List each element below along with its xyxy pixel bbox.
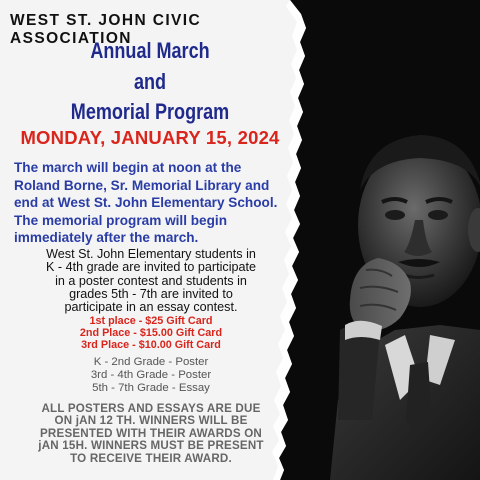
prize-third: 3rd Place - $10.00 Gift Card (81, 339, 221, 352)
deadline-line: TO RECEIVE THEIR AWARD. (70, 451, 232, 465)
title-line-3: Memorial Program (70, 99, 230, 124)
grade-line: 5th - 7th Grade - Essay (92, 382, 210, 395)
grade-line: K - 2nd Grade - Poster (93, 356, 209, 368)
event-description (14, 159, 304, 247)
deadline-line: PRESENTED WITH THEIR AWARDS ON (40, 426, 262, 440)
title-line-1: Annual March (90, 38, 210, 63)
contest-line: grades 5th - 7th are invited to (69, 286, 233, 301)
deadline-notice (6, 403, 296, 465)
contest-info (6, 248, 296, 314)
grade-categories (6, 356, 296, 396)
contest-line: participate in an essay contest. (64, 300, 238, 315)
contest-line: in a poster contest and students in (55, 273, 247, 288)
description-line: end at West St. John Elementary School. (14, 195, 278, 211)
prize-list (6, 315, 296, 352)
grade-line: 3rd - 4th Grade - Poster (90, 369, 212, 382)
deadline-line: ALL POSTERS AND ESSAYS ARE DUE (41, 402, 261, 415)
organization-name: WEST ST. JOHN CIVIC ASSOCIATION (10, 12, 202, 47)
event-date: MONDAY, JANUARY 15, 2024 (20, 127, 280, 148)
description-line: The march will begin at noon at the (14, 160, 242, 175)
description-line: Roland Borne, Sr. Memorial Library and (14, 177, 270, 193)
contest-line: West St. John Elementary students in (46, 247, 256, 261)
deadline-line: jAN 15H. WINNERS MUST BE PRESENT (38, 439, 264, 453)
contest-line: K - 4th grade are invited to participate (45, 260, 257, 275)
description-line: The memorial program will begin (14, 212, 228, 228)
deadline-line: ON jAN 12 TH. WINNERS WILL BE (54, 414, 248, 428)
prize-first: 1st place - $25 Gift Card (89, 315, 213, 327)
title-line-2: and (133, 69, 167, 94)
description-line: immediately after the march. (14, 230, 199, 246)
prize-second: 2nd Place - $15.00 Gift Card (79, 327, 223, 340)
